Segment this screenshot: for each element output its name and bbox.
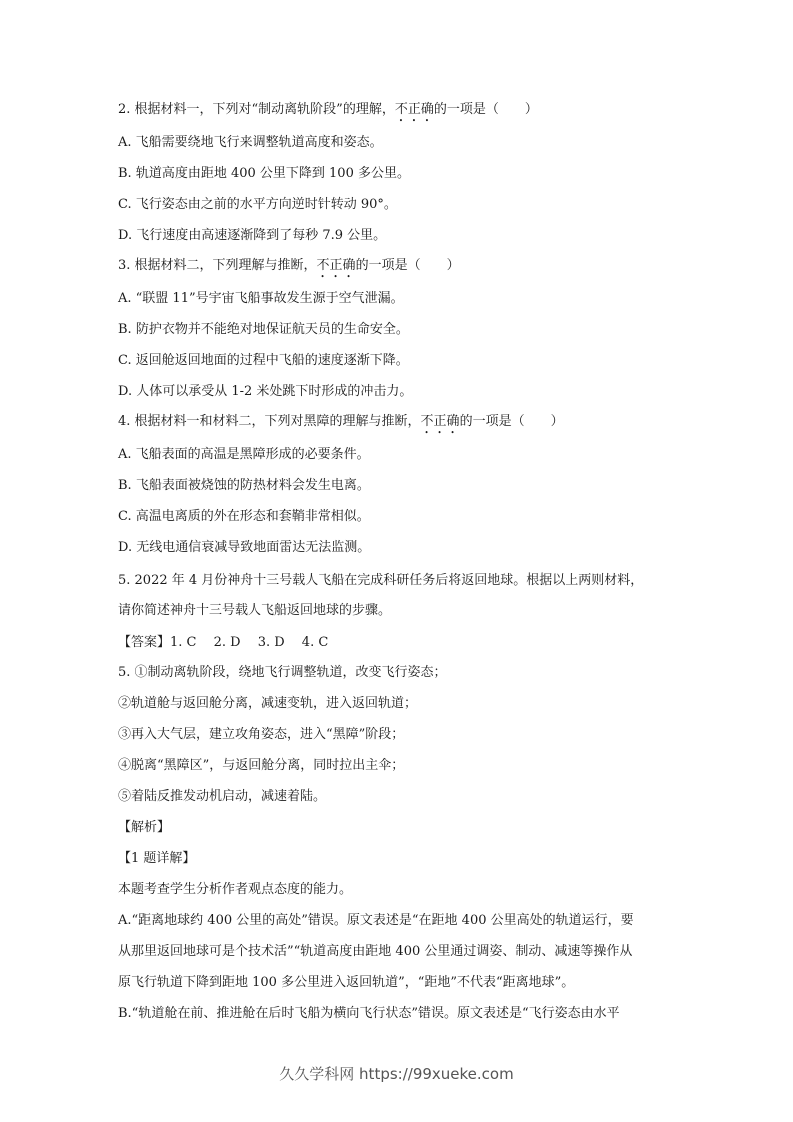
question-4-stem-text: 4. 根据材料一和材料二，下列对黑障的理解与推断， (118, 414, 421, 429)
answer-5-step-4: ④脱离“黑障区”，与返回舱分离，同时拉出主伞； (118, 758, 405, 773)
question-4-option-d: D. 无线电通信衰减导致地面雷达无法监测。 (118, 540, 371, 555)
question-3-option-a: A. “联盟 11”号宇宙飞船事故发生源于空气泄漏。 (118, 291, 404, 306)
analysis-a-line-3: 原飞行轨道下降到距地 100 多公里进入返回轨道”，“距地”不代表“距离地球”。 (118, 975, 575, 990)
question-3-stem-end: 的一项是（ ） (355, 258, 460, 273)
question-3-option-d: D. 人体可以承受从 1-2 米处跳下时形成的冲击力。 (118, 384, 413, 399)
answer-5-step-3: ③再入大气层，建立攻角姿态，进入“黑障”阶段； (118, 727, 405, 742)
question-3-stem (118, 257, 460, 281)
question-2-emphasis: 不正确 (394, 102, 434, 117)
question-2-option-d: D. 飞行速度由高速逐渐降到了每秒 7.9 公里。 (118, 228, 387, 243)
question-4-option-a: A. 飞船表面的高温是黑障形成的必要条件。 (118, 447, 370, 462)
answer-5-step-2: ②轨道舱与返回舱分离，减速变轨，进入返回轨道； (118, 696, 418, 711)
answer-5-step-1: 5. ①制动离轨阶段，绕地飞行调整轨道，改变飞行姿态； (118, 665, 447, 680)
question-3-option-c: C. 返回舱返回地面的过程中飞船的速度逐渐下降。 (118, 353, 409, 368)
question-4-stem (118, 413, 564, 437)
question-4-option-c: C. 高温电离质的外在形态和套鞘非常相似。 (118, 509, 370, 524)
analysis-a-line-2: 从那里返回地球可是个技术活”“轨道高度由距地 400 公里通过调姿、制动、减速等操作从 (118, 944, 633, 959)
question-3-option-b: B. 防护衣物并不能绝对地保证航天员的生命安全。 (118, 322, 409, 337)
analysis-intro: 本题考查学生分析作者观点态度的能力。 (118, 882, 353, 897)
question-4-option-b: B. 飞船表面被烧蚀的防热材料会发生电离。 (118, 478, 370, 493)
question-5-line-1: 5. 2022 年 4 月份神舟十三号载人飞船在完成科研任务后将返回地球。根据以上两则材料， (118, 573, 644, 588)
question-3-stem-text: 3. 根据材料二，下列理解与推断， (118, 258, 317, 273)
answer-header: 【答案】1. C 2. D 3. D 4. C (118, 635, 329, 650)
question-2-option-b: B. 轨道高度由距地 400 公里下降到 100 多公里。 (118, 166, 410, 181)
question-4-emphasis: 不正确 (420, 414, 460, 429)
question-2-stem (118, 101, 538, 125)
analysis-a-line-1: A.“距离地球约 400 公里的高处”错误。原文表述是“在距地 400 公里高处的轨道运行，要 (118, 913, 634, 928)
analysis-b-line-1: B.“轨道舱在前、推进舱在后时飞船为横向飞行状态”错误。原文表述是“飞行姿态由水平 (118, 1006, 620, 1021)
analysis-header: 【解析】 (118, 820, 171, 835)
question-3-emphasis: 不正确 (316, 258, 356, 273)
footer-watermark: 久久学科网 https://99xueke.com (279, 1065, 514, 1083)
answer-5-step-5: ⑤着陆反推发动机启动，减速着陆。 (118, 789, 327, 804)
question-4-stem-end: 的一项是（ ） (459, 414, 564, 429)
question-2-stem-text: 2. 根据材料一，下列对“制动离轨阶段”的理解， (118, 102, 395, 117)
question-2-option-a: A. 飞船需要绕地飞行来调整轨道高度和姿态。 (118, 135, 383, 150)
analysis-subheader-1: 【1 题详解】 (118, 851, 196, 866)
question-5-line-2: 请你简述神舟十三号载人飞船返回地球的步骤。 (118, 603, 392, 618)
question-2-stem-end: 的一项是（ ） (433, 102, 538, 117)
question-2-option-c: C. 飞行姿态由之前的水平方向逆时针转动 90°。 (118, 197, 397, 212)
